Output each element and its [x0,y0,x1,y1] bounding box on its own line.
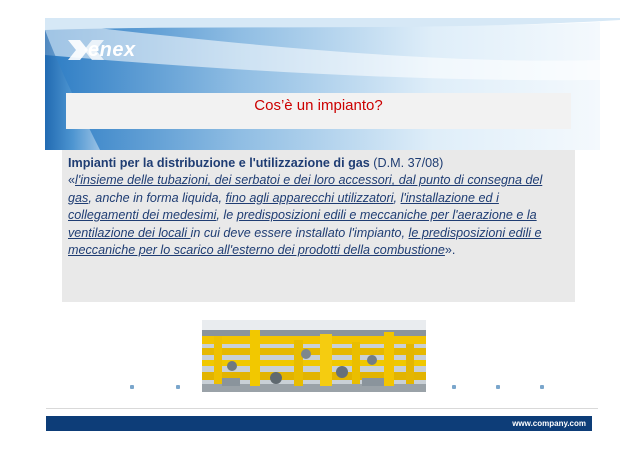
underlined-phrase: fino agli apparecchi utilizzatori [225,190,394,205]
paragraph-segment: ». [444,243,456,258]
paragraph-segment: , anche in forma liquida, [88,190,226,205]
paragraph-segment: , le [216,208,237,223]
dot [496,385,500,389]
content-box [62,150,575,302]
footer-bar [46,416,592,431]
paragraph-segment: « [68,173,76,188]
dot [176,385,180,389]
content-text [68,155,568,259]
content-heading: Impianti per la distribuzione e l'utilizzazione di gas [68,156,370,170]
divider [46,408,598,409]
dot [540,385,544,389]
decorative-dots [0,385,638,393]
dot [452,385,456,389]
title-bar [66,93,571,129]
footer-url[interactable]: www.company.com [512,419,586,428]
underlined-phrase: predisposizioni edili e meccaniche per l'aerazione e la ventilazione dei locali [68,208,537,240]
content-heading-ref: (D.M. 37/08) [369,156,444,170]
dot [130,385,134,389]
paragraph-segment: , [393,190,401,205]
paragraph-segment [226,191,394,205]
underlined-phrase: le predisposizioni edili e meccaniche per lo scarico all'esterno dei prodotti della combustione [68,225,542,258]
underlined-phrase: l'installazione ed i collegamenti dei medesimi [68,190,499,223]
definition-paragraph [68,173,542,257]
slide-title: Cos’è un impianto? [254,97,383,114]
underlined-phrase: l'insieme delle tubazioni, dei serbatoi e dei loro accessori, dal punto di consegna del gas [68,173,543,205]
gas-pipes-photo [202,320,426,392]
paragraph-segment: in cui deve essere installato l'impianto, [190,225,409,240]
logo-text: enex [88,39,136,61]
